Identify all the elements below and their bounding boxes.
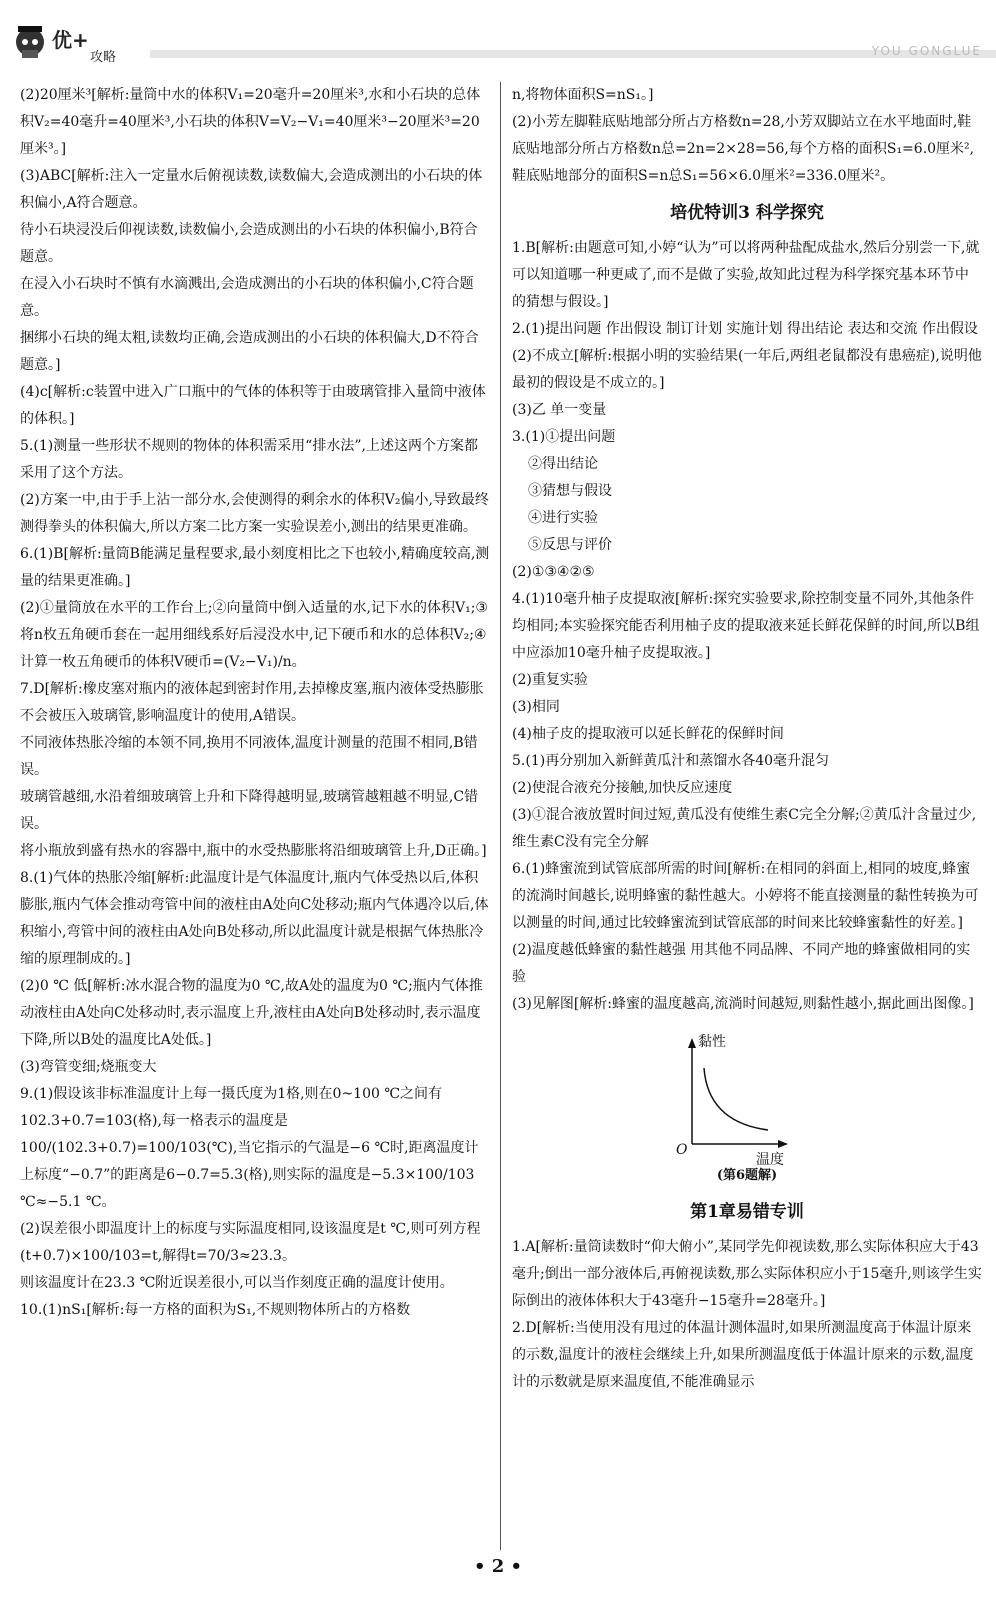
answer-paragraph: 待小石块浸没后仰视读数,读数偏小,会造成测出的小石块的体积偏小,B符合题意。	[20, 222, 478, 265]
answer-paragraph: 则该温度计在23.3 ℃附近误差很小,可以当作刻度正确的温度计使用。	[20, 1275, 454, 1291]
figure-caption: (第6题解)	[716, 1168, 778, 1183]
answer-paragraph: (2)不成立[解析:根据小明的实验结果(一年后,两组老鼠都没有患癌症),说明他最初的假设是不成立的。]	[512, 348, 982, 391]
answer-paragraph: (4)c[解析:c装置中进入广口瓶中的气体的体积等于由玻璃管排入量筒中液体的体积。]	[20, 384, 486, 427]
answer-paragraph: (3)弯管变细;烧瓶变大	[20, 1059, 157, 1075]
answer-paragraph: (3)乙 单一变量	[512, 402, 607, 418]
header-bar	[150, 50, 996, 58]
answer-paragraph: (4)柚子皮的提取液可以延长鲜花的保鲜时间	[512, 726, 784, 742]
answer-paragraph: 10.(1)nS₁[解析:每一方格的面积为S₁,不规则物体所占的方格数	[20, 1302, 411, 1318]
viscosity-curve	[704, 1068, 768, 1130]
answer-paragraph: (3)见解图[解析:蜂蜜的温度越高,流淌时间越短,则黏性越小,据此画出图像。]	[512, 996, 974, 1012]
mascot-icon	[10, 22, 50, 62]
header-subtitle: 攻略	[90, 50, 117, 65]
page-header	[0, 0, 996, 70]
answer-paragraph: 玻璃管越细,水沿着细玻璃管上升和下降得越明显,玻璃管越粗越不明显,C错误。	[20, 789, 479, 832]
answer-paragraph: (2)①量筒放在水平的工作台上;②向量筒中倒入适量的水,记下水的体积V₁;③将n枚五角硬币套在一起用细线系好后浸没水中,记下硬币和水的总体积V₂;④计算一枚五角硬币的体积V硬币=(V₂−V₁)/n。	[20, 600, 488, 670]
viscosity-graph	[672, 1032, 812, 1168]
answer-paragraph: (3)ABC[解析:注入一定量水后俯视读数,读数偏大,会造成测出的小石块的体积偏小,A符合题意。	[20, 168, 483, 211]
answer-paragraph: 5.(1)测量一些形状不规则的物体的体积需采用“排水法”,上述这两个方案都采用了这个方法。	[20, 438, 478, 481]
answer-paragraph: (2)①③④②⑤	[512, 564, 595, 580]
answer-paragraph: 4.(1)10毫升柚子皮提取液[解析:探究实验要求,除控制变量不同外,其他条件均相同;本实验探究能否利用柚子皮的提取液来延长鲜花保鲜的时间,所以B组中应添加10毫升柚子皮提取液。]	[512, 591, 980, 661]
left-column	[20, 82, 490, 1324]
answer-paragraph: (3)①混合液放置时间过短,黄瓜没有使维生素C完全分解;②黄瓜汁含量过少,维生素C没有完全分解	[512, 807, 977, 850]
origin-label: O	[676, 1142, 688, 1158]
answer-paragraph: n,将物体面积S=nS₁。]	[512, 87, 654, 103]
answer-paragraph: 捆绑小石块的绳太粗,读数均正确,会造成测出的小石块的体积偏大,D不符合题意。]	[20, 330, 479, 373]
answer-paragraph: (2)小芳左脚鞋底贴地部分所占方格数n=28,小芳双脚站立在水平地面时,鞋底贴地部分所占方格数n总=2n=2×28=56,每个方格的面积S₁=6.0厘米²,鞋底贴地部分的面积S=n总S₁=56×6.0厘米²=336.0厘米²。	[512, 114, 975, 184]
answer-paragraph: 3.(1)①提出问题	[512, 429, 616, 445]
answer-paragraph: (2)重复实验	[512, 672, 588, 688]
header-title: 优+	[52, 28, 89, 52]
answer-paragraph: 9.(1)假设该非标准温度计上每一摄氏度为1格,则在0~100 ℃之间有102.3+0.7=103(格),每一格表示的温度是100/(102.3+0.7)=100/103(℃),当它指示的气温是−6 ℃时,距离温度计上标度“−0.7”的距离是6−0.7=5.3(格),则实际的温度是−5.3×100/103 ℃≈−5.1 ℃。	[20, 1086, 479, 1210]
answer-paragraph: 2.D[解析:当使用没有甩过的体温计测体温时,如果所测温度高于体温计原来的示数,温度计的液柱会继续上升,如果所测温度低于体温计原来的示数,温度计的示数就是原来温度值,不能准确显示	[512, 1320, 974, 1390]
answer-paragraph: 1.B[解析:由题意可知,小婷“认为”可以将两种盐配成盐水,然后分别尝一下,就可以知道哪一种更咸了,而不是做了实验,故知此过程为科学探究基本环节中的猜想与假设。]	[512, 240, 980, 310]
answer-paragraph: 不同液体热胀冷缩的本领不同,换用不同液体,温度计测量的范围不相同,B错误。	[20, 735, 478, 778]
answer-paragraph: 在浸入小石块时不慎有水滴溅出,会造成测出的小石块的体积偏小,C符合题意。	[20, 276, 474, 319]
header-right-text: YOU GONGLUE	[871, 44, 982, 58]
x-axis-arrow	[778, 1140, 788, 1148]
y-axis-arrow	[688, 1038, 696, 1048]
answer-paragraph: ③猜想与假设	[528, 483, 612, 499]
answer-paragraph: ⑤反思与评价	[528, 537, 612, 553]
answer-paragraph: 2.(1)提出问题 作出假设 制订计划 实施计划 得出结论 表达和交流 作出假设	[512, 321, 978, 337]
answer-paragraph: 7.D[解析:橡皮塞对瓶内的液体起到密封作用,去掉橡皮塞,瓶内液体受热膨胀不会被压入玻璃管,影响温度计的使用,A错误。	[20, 681, 484, 724]
x-axis-label: 温度	[756, 1152, 784, 1168]
answer-paragraph: (2)误差很小即温度计上的标度与实际温度相同,设该温度是t ℃,则可列方程(t+0.7)×100/103=t,解得t=70/3≈23.3。	[20, 1221, 481, 1264]
y-axis-label: 黏性	[698, 1034, 726, 1050]
answer-paragraph: ②得出结论	[528, 456, 598, 472]
answer-paragraph: 将小瓶放到盛有热水的容器中,瓶中的水受热膨胀将沿细玻璃管上升,D正确。]	[20, 843, 487, 859]
answer-paragraph: ④进行实验	[528, 510, 598, 526]
answer-paragraph: 6.(1)B[解析:量筒B能满足量程要求,最小刻度相比之下也较小,精确度较高,测量的结果更准确。]	[20, 546, 490, 589]
answer-paragraph: 8.(1)气体的热胀冷缩[解析:此温度计是气体温度计,瓶内气体受热以后,体积膨胀,瓶内气体会推动弯管中间的液柱由A处向C处移动;瓶内气体遇冷以后,体积缩小,弯管中间的液柱由A处向B处移动,所以此温度计就是根据气体热胀冷缩的原理制成的。]	[20, 870, 489, 967]
answer-paragraph: 1.A[解析:量筒读数时“仰大俯小”,某同学先仰视读数,那么实际体积应大于43毫升;倒出一部分液体后,再俯视读数,那么实际体积应小于15毫升,则该学生实际倒出的液体体积大于43毫升−15毫升=28毫升。]	[512, 1239, 982, 1309]
section-heading: 培优特训3 科学探究	[670, 203, 824, 223]
answer-paragraph: (2)0 ℃ 低[解析:冰水混合物的温度为0 ℃,故A处的温度为0 ℃;瓶内气体推动液柱由A处向C处移动时,表示温度上升,液柱由A处向B处移动时,表示温度下降,所以B处的温度比A处低。]	[20, 978, 483, 1048]
section-heading: 第1章易错专训	[690, 1202, 804, 1222]
answer-paragraph: (2)温度越低蜂蜜的黏性越强 用其他不同品牌、不同产地的蜂蜜做相同的实验	[512, 942, 971, 985]
column-divider	[500, 82, 501, 1550]
answer-paragraph: (3)相同	[512, 699, 560, 715]
answer-paragraph: 6.(1)蜂蜜流到试管底部所需的时间[解析:在相同的斜面上,相同的坡度,蜂蜜的流淌时间越长,说明蜂蜜的黏性越大。小婷将不能直接测量的黏性转换为可以测量的时间,通过比较蜂蜜流到试管底部的时间来比较蜂蜜黏性的好差。]	[512, 861, 979, 931]
answer-paragraph: (2)使混合液充分接触,加快反应速度	[512, 780, 733, 796]
answer-paragraph: 5.(1)再分别加入新鲜黄瓜汁和蒸馏水各40毫升混匀	[512, 753, 830, 769]
answer-paragraph: (2)方案一中,由于手上沾一部分水,会使测得的剩余水的体积V₂偏小,导致最终测得拳头的体积偏大,所以方案二比方案一实验误差小,测出的结果更准确。	[20, 492, 489, 535]
right-column	[512, 82, 982, 1396]
page-number: • 2 •	[473, 1556, 523, 1577]
answer-paragraph: (2)20厘米³[解析:量筒中水的体积V₁=20毫升=20厘米³,水和小石块的总体积V₂=40毫升=40厘米³,小石块的体积V=V₂−V₁=40厘米³−20厘米³=20厘米³。]	[20, 87, 481, 157]
